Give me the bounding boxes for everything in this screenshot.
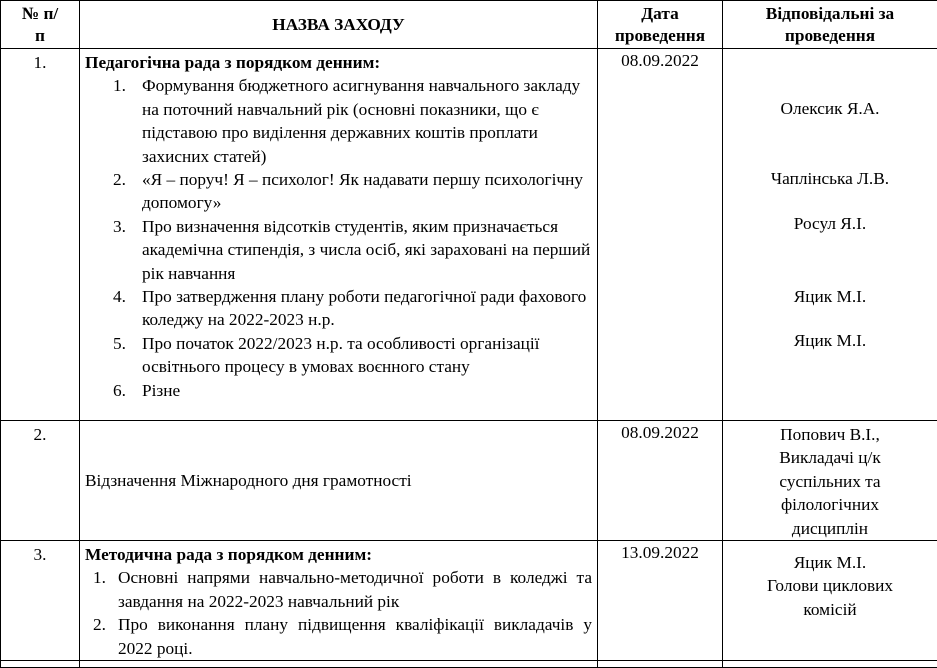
responsible-name: Олексик Я.А. bbox=[723, 97, 937, 120]
event-title: Педагогічна рада з порядком денним: bbox=[85, 51, 592, 74]
list-item: 1. Основні напрями навчально-методичної роботи в коледжі та завдання на 2022-2023 навчальний рік bbox=[85, 566, 592, 613]
header-row bbox=[1, 1, 937, 49]
list-item: 4. Про затвердження плану роботи педагогічної ради фахового коледжу на 2022-2023 н.р. bbox=[85, 285, 592, 332]
header-date: Дата проведення bbox=[598, 1, 723, 49]
header-resp: Відповідальні за проведення bbox=[723, 1, 937, 49]
event-cell bbox=[80, 541, 598, 661]
event-cell bbox=[80, 49, 598, 421]
event-date: 13.09.2022 bbox=[598, 541, 723, 661]
table-row bbox=[1, 541, 937, 661]
table-row-continuation bbox=[1, 661, 937, 668]
responsible-cell: Яцик М.І. Голови циклових комісій bbox=[723, 541, 937, 661]
agenda-list bbox=[85, 566, 592, 660]
list-item: 1. Формування бюджетного асигнування навчального закладу на поточний навчальний рік (основні показники, що є підставою про виділення державних коштів проплати захисних статей) bbox=[85, 74, 592, 168]
responsible-cell: Попович В.І., Викладачі ц/к суспільних та філологічних дисциплін bbox=[723, 421, 937, 541]
responsible-name: Яцик М.І. bbox=[723, 285, 937, 308]
list-item: 3. Про визначення відсотків студентів, яким призначається академічна стипендія, з числа осіб, які зараховані на перший рік навчання bbox=[85, 215, 592, 285]
table-row bbox=[1, 49, 937, 421]
header-name: НАЗВА ЗАХОДУ bbox=[80, 1, 598, 49]
event-date: 08.09.2022 bbox=[598, 49, 723, 421]
responsible-name: Чаплінська Л.В. bbox=[723, 167, 937, 190]
agenda-list bbox=[85, 74, 592, 402]
list-item: 2. «Я – поруч! Я – психолог! Як надавати першу психологічну допомогу» bbox=[85, 168, 592, 215]
event-date: 08.09.2022 bbox=[598, 421, 723, 541]
list-item: 6. Різне bbox=[85, 379, 592, 402]
list-item: 2. Про виконання плану підвищення кваліфікації викладачів у 2022 році. bbox=[85, 613, 592, 660]
table-row bbox=[1, 421, 937, 541]
responsible-cell bbox=[723, 49, 937, 421]
header-num: № п/п bbox=[1, 1, 80, 49]
row-number: 1. bbox=[1, 49, 80, 421]
row-number: 2. bbox=[1, 421, 80, 541]
responsible-name: Росул Я.І. bbox=[723, 212, 937, 235]
event-title: Методична рада з порядком денним: bbox=[85, 543, 592, 566]
responsible-name: Яцик М.І. bbox=[723, 329, 937, 352]
row-number: 3. bbox=[1, 541, 80, 661]
list-item: 5. Про початок 2022/2023 н.р. та особливості організації освітнього процесу в умовах воєнного стану bbox=[85, 332, 592, 379]
event-title: Відзначення Міжнародного дня грамотності bbox=[80, 421, 598, 541]
